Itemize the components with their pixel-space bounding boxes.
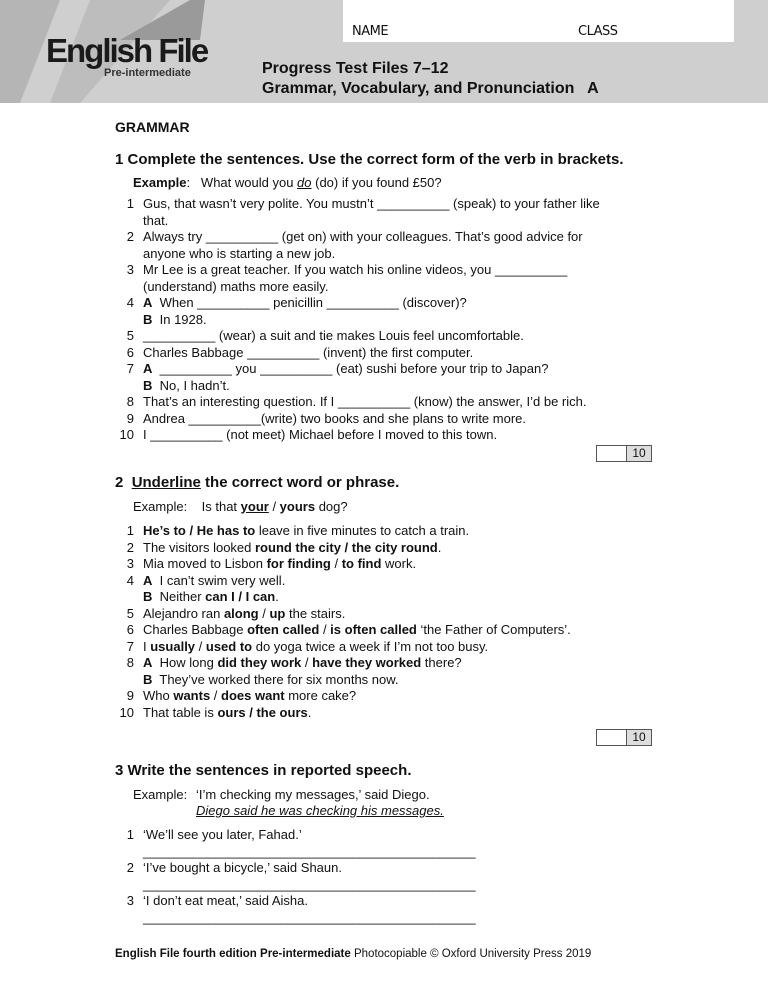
text-segment: __________ you __________ (eat) sushi before your trip to Japan? [152,361,549,376]
text-segment: do yoga twice a week if I’m not too busy. [252,638,489,654]
list-item [113,328,643,345]
item-number: 3 [126,262,134,277]
q1-list [113,196,643,444]
item-number: 9 [126,688,134,703]
answer-line[interactable]: ______________________________________________ [143,909,476,925]
list-item [113,639,643,656]
item-number: 9 [126,410,134,426]
text-segment: The visitors looked [143,539,255,555]
section-heading: GRAMMAR [115,119,190,135]
list-item [113,361,643,378]
text-segment: No, I hadn’t. [152,377,230,393]
text-segment: I __________ (not meet) Michael before I moved to this town. [143,427,498,442]
item-number: 2 [126,539,134,555]
bold-text: often called [247,622,320,637]
item-text: ‘We’ll see you later, Fahad.’ [143,827,302,842]
item-number: 10 [119,427,134,442]
item-number: 1 [126,196,134,211]
q3-example-quote: ‘I’m checking my messages,’ said Diego. [196,787,430,802]
q2-heading-num: 2 [115,474,132,491]
item-text [143,523,643,540]
item-text [143,196,643,213]
item-text [143,622,643,639]
item-number: 4 [126,572,134,588]
text-segment: Mia moved to Lisbon [143,556,267,571]
footer [115,948,591,960]
item-text [143,411,643,428]
item-number [113,246,143,263]
text-segment: the stairs. [285,605,346,621]
item-text [143,672,643,689]
item-number: 7 [126,638,134,654]
q3-list [113,827,476,926]
text-segment: / [330,556,342,571]
item-number [113,589,143,606]
list-item [113,589,643,606]
list-item [113,229,643,246]
item-text [143,213,643,230]
list-item [113,705,643,722]
item-text [143,573,643,590]
item-text [143,589,643,606]
logo-subtitle: Pre-intermediate [104,67,191,79]
bold-text: did they work [217,655,302,670]
item-number: 3 [126,556,134,571]
list-item [113,394,643,411]
q1-score-box [596,445,652,462]
footer-rest: Photocopiable © Oxford University Press 2019 [350,948,592,960]
answer-line[interactable]: ______________________________________________ [143,876,476,892]
bold-text: your [240,499,269,514]
item-text [143,606,643,623]
list-item [113,378,643,395]
header-banner [0,0,768,103]
list-item [113,573,643,590]
item-text [143,394,643,411]
item-number: 5 [126,328,134,343]
text-segment: more cake? [284,688,357,703]
list-item [113,606,643,623]
text-segment: Gus, that wasn’t very polite. You mustn’t __________ (speak) to your father like [143,196,600,211]
text-segment: Example: Is that [133,499,241,514]
text-segment: (do) if you found £50? [311,175,442,190]
bold-text: along [223,605,259,621]
text-segment: / [210,688,222,703]
text-segment: Mr Lee is a great teacher. If you watch his online videos, you __________ [143,262,568,277]
text-segment: __________ (wear) a suit and tie makes Louis feel uncomfortable. [143,328,524,343]
bold-text: B [143,671,153,687]
q2-list [113,523,643,721]
item-number [113,279,143,296]
item-text [143,246,643,263]
item-number: 1 [126,523,134,538]
text-segment: ‘the Father of Computers’. [416,622,571,637]
test-title: Progress Test Files 7–12 [262,60,449,77]
text-segment: Charles Babbage [143,622,248,637]
bold-text: B [143,311,153,327]
item-text [143,556,643,573]
list-item [113,655,643,672]
text-segment: / [195,638,206,654]
score-input[interactable] [597,446,627,461]
text-segment: do [297,175,312,190]
bold-text: A [143,655,153,670]
text-segment: / [301,655,313,670]
item-number: 2 [126,229,134,244]
bold-text: up [269,605,286,621]
item-text [143,655,643,672]
bold-text: can I / I can [205,589,276,604]
item-number: 2 [126,860,134,875]
text-segment: dog? [315,499,348,514]
list-item [113,213,643,230]
item-number: 8 [126,394,134,409]
item-number [113,672,143,689]
bold-text: A [143,572,153,588]
q2-heading-underline: Underline [131,474,201,491]
text-segment: : What would you [186,175,298,190]
item-number [113,378,143,395]
bold-text: used to [205,638,253,654]
item-text [143,279,643,296]
bold-text: yours [279,499,316,514]
list-item [113,672,643,689]
text-segment: . [437,539,442,555]
item-number [113,312,143,329]
bold-text: for finding [266,556,331,571]
list-item [113,246,643,263]
list-item [113,427,643,444]
bold-text: B [143,377,153,393]
score-total: 10 [627,446,651,461]
item-text [143,378,643,395]
list-item [113,622,643,639]
item-text [143,312,643,329]
list-item [113,556,643,573]
bold-text: have they worked [312,655,422,670]
list-item [113,893,476,910]
q3-example-label: Example: [133,787,188,802]
text-segment: I [143,638,151,654]
text-segment: That table is [143,704,218,720]
bold-text: B [143,589,153,604]
q2-heading [115,474,399,491]
item-number: 4 [126,295,134,310]
logo: English File [46,32,208,69]
text-segment: (understand) maths more easily. [143,278,329,294]
text-segment: / [268,499,280,514]
item-number: 10 [119,704,134,720]
q3-heading: 3 Write the sentences in reported speech. [115,762,412,779]
footer-bold: English File fourth edition Pre-intermediate [115,948,351,960]
text-segment: Charles Babbage __________ (invent) the first computer. [143,344,474,360]
score-input[interactable] [597,730,627,745]
list-item [113,295,643,312]
item-text [143,427,643,444]
answer-line[interactable]: ______________________________________________ [143,843,476,859]
item-number: 8 [126,655,134,670]
text-segment: When __________ penicillin __________ (discover)? [152,295,467,310]
text-segment: I can’t swim very well. [152,572,286,588]
q1-example [133,175,442,190]
list-item [113,411,643,428]
list-item [113,196,643,213]
item-text [143,345,643,362]
q3-example-answer: Diego said he was checking his messages. [196,803,444,818]
item-number: 1 [126,827,134,842]
item-number: 7 [126,361,134,376]
item-text [143,328,643,345]
item-number: 6 [126,622,134,637]
bold-text: He’s to / He has to [143,523,256,538]
q2-example [133,499,348,514]
score-total: 10 [627,730,651,745]
item-number: 6 [126,344,134,360]
item-number [113,213,143,230]
item-text [143,361,643,378]
list-item [113,345,643,362]
text-segment: Neither [152,589,206,604]
list-item [113,312,643,329]
text-segment: Who [143,688,174,703]
bold-text: is often called [330,622,417,637]
class-label: CLASS [578,24,618,39]
text-segment: . [307,704,312,720]
list-item [113,262,643,279]
test-subtitle: Grammar, Vocabulary, and Pronunciation A [262,80,599,97]
item-text: ‘I don’t eat meat,’ said Aisha. [143,893,309,908]
text-segment: there? [421,655,462,670]
item-text [143,705,643,722]
text-segment: They’ve worked there for six months now. [152,671,399,687]
text-segment: Alejandro ran [143,605,224,621]
bold-text: wants [173,688,211,703]
item-number: 3 [126,893,134,908]
text-segment: Always try __________ (get on) with your colleagues. That’s good advice for [143,229,583,244]
list-item [113,540,643,557]
list-item [113,827,476,844]
text-segment: leave in five minutes to catch a train. [255,523,470,538]
bold-text: A [143,295,153,310]
q2-heading-rest: the correct word or phrase. [200,474,400,491]
item-text [143,688,643,705]
item-number: 5 [126,605,134,621]
list-item [113,279,643,296]
text-segment: anyone who is starting a new job. [143,245,336,261]
name-class-box [343,0,734,42]
list-item [113,860,476,877]
bold-text: A [143,361,153,376]
bold-text: Example [133,175,187,190]
text-segment: work. [381,556,417,571]
text-segment: Andrea __________(write) two books and she plans to write more. [143,410,526,426]
q2-score-box [596,729,652,746]
text-segment: That’s an interesting question. If I __________ (know) the answer, I’d be rich. [143,394,587,409]
list-item [113,523,643,540]
text-segment: In 1928. [152,311,207,327]
bold-text: does want [221,688,285,703]
text-segment: . [275,589,279,604]
item-text [143,540,643,557]
text-segment: / [319,622,331,637]
bold-text: usually [150,638,196,654]
item-text: ‘I’ve bought a bicycle,’ said Shaun. [143,860,342,875]
text-segment: / [258,605,270,621]
name-label: NAME [352,24,389,39]
q1-heading: 1 Complete the sentences. Use the correct form of the verb in brackets. [115,151,624,168]
item-text [143,639,643,656]
text-segment: that. [143,212,169,228]
item-text [143,262,643,279]
item-text [143,295,643,312]
list-item [113,688,643,705]
text-segment: How long [152,655,218,670]
bold-text: round the city / the city round [255,539,438,555]
bold-text: ours / the ours [217,704,308,720]
item-text [143,229,643,246]
bold-text: to find [341,556,382,571]
